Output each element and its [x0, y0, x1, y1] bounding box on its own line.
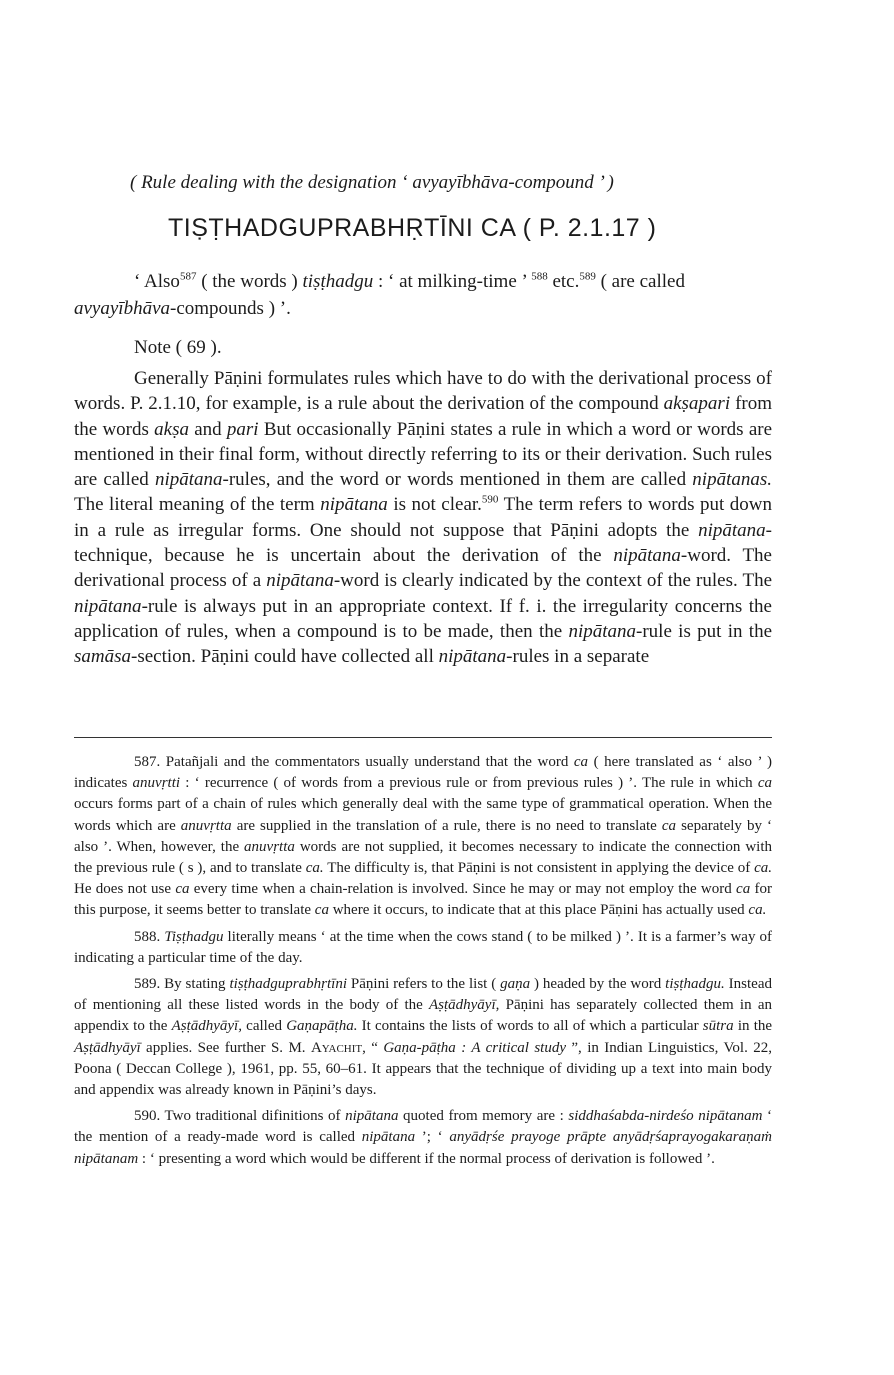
footnote-588: [74, 927, 772, 969]
footnote-term: anuvṛtti: [132, 775, 181, 792]
body-text: -rules, and the word or words mentioned in them are called: [222, 469, 693, 491]
footnote-term: ca: [314, 902, 329, 919]
body-term: nipātana: [74, 595, 142, 617]
footnote-text: 588.: [134, 928, 165, 945]
body-term: nipātanas.: [692, 469, 772, 491]
body-term: nipātana: [154, 469, 223, 491]
footnote-text: every time when a chain-relation is involved. Since he may or may not employ the word: [189, 881, 737, 898]
footnote-term: ca.: [754, 860, 773, 877]
translation-text: ( the words ): [196, 271, 303, 292]
body-text: The term refers to words put down in a rule as irregular forms. One should not suppose that Pāṇini adopts the: [74, 494, 772, 541]
body-term: nipātana: [568, 620, 637, 642]
footnote-term: siddhaśabda-nirdeśo nipātanam: [568, 1108, 763, 1125]
footnote-ref-590[interactable]: 590: [481, 494, 499, 507]
footnote-text: 590. Two traditional difinitions of: [134, 1108, 346, 1125]
body-text: Generally Pāṇini formulates rules which have to do with the derivational process of words. P. 2.1.10, for example, is a rule about the derivation of the compound: [74, 368, 772, 415]
footnote-text: in the: [733, 1018, 773, 1035]
translation-text: -compounds ) ’.: [170, 298, 291, 319]
footnote-text: It contains the lists of words to all of which a particular: [357, 1018, 703, 1035]
footnote-text: Instead of mentioning all these listed words in the body of the: [74, 976, 772, 1014]
footnote-text: are supplied in the translation of a rule, there is no need to translate: [231, 817, 662, 834]
footnote-term: nipātana: [345, 1108, 399, 1125]
translation-term: avyayībhāva: [74, 298, 171, 319]
footnote-ref-588[interactable]: 588: [531, 270, 548, 283]
body-term: nipātana: [320, 494, 388, 516]
footnote-text: ’; ‘: [415, 1129, 450, 1146]
footnote-term: gaṇa: [500, 976, 531, 993]
footnote-text: for this purpose, it seems better to translate: [74, 881, 772, 919]
footnote-589: [74, 974, 772, 1101]
rule-title: TIṢṬHADGUPRABHṚTĪNI CA ( P. 2.1.17 ): [168, 214, 657, 242]
footnote-term: Gaṇa-pāṭha : A critical study: [383, 1039, 566, 1056]
footnote-term: ca: [757, 775, 772, 792]
body-text: -word is clearly indicated by the context of the rules. The: [333, 570, 773, 592]
body-term: pari: [226, 418, 259, 440]
footnote-term: ca.: [305, 860, 324, 877]
footnote-term: Aṣṭādhyāyī,: [428, 997, 500, 1014]
body-term: nipātana: [613, 545, 681, 567]
translation-text: etc.: [547, 271, 580, 292]
footnote-text: ( here translated as ‘ also ’ ) indicates: [74, 754, 772, 792]
body-term: nipātana: [698, 519, 766, 541]
body-text: -section. Pāṇini could have collected all: [131, 646, 439, 668]
footnote-text: words are not supplied, it becomes necessary to indicate the connection with the previous rule ( s ), and to translate: [74, 838, 772, 877]
body-text: and: [188, 418, 227, 440]
footnote-term: sūtra: [702, 1018, 734, 1035]
footnote-text: : ‘ recurrence ( of words from a previous rule or from previous rules ) ’. The rule in which: [180, 775, 758, 792]
footnote-divider: [74, 737, 772, 738]
body-text: -rule is always put in an appropriate context. If f. i. the irregularity concerns the application of rules, when a compound is to be made, then the: [74, 595, 772, 642]
footnote-term: anuvṛtta: [244, 838, 295, 855]
body-text: from the words: [74, 393, 772, 440]
footnote-ref-587[interactable]: 587: [179, 270, 197, 283]
translation-text: ‘ Also: [134, 271, 180, 292]
footnote-text: 587. Patañjali and the commentators usually understand that the word: [134, 754, 574, 770]
footnote-text: Pāṇini refers to the list (: [347, 976, 501, 993]
body-term: akṣapari: [663, 393, 731, 415]
body-text: The literal meaning of the term: [74, 494, 321, 516]
body-text: But occasionally Pāṇini states a rule in which a word or words are mentioned in their final form, without directly referring to its or their derivation. Such rules are called: [74, 418, 773, 491]
footnote-text: ‘ the mention of a ready-made word is called: [74, 1108, 772, 1146]
note-label: Note ( 69 ).: [134, 337, 222, 358]
footnote-text: He does not use: [74, 881, 176, 898]
body-term: samāsa: [74, 646, 132, 668]
footnote-term: tiṣṭhadguprabhṛtīni: [229, 976, 347, 993]
translation-text: ( are called: [595, 271, 685, 292]
body-text: -rules in a separate: [506, 646, 650, 668]
body-term: nipātana: [438, 646, 507, 668]
footnote-term: ca: [661, 817, 677, 834]
footnote-term: anyādṛśe prayoge prāpte anyādṛśaprayogakaraṇaṁ nipātanam: [74, 1129, 772, 1167]
footnote-term: Aṣṭādhyāyī,: [171, 1018, 242, 1035]
footnote-term: Aṣṭādhyāyī: [74, 1039, 141, 1056]
footnote-term: ca.: [748, 902, 767, 919]
footnote-text: : ‘ presenting a word which would be different if the normal process of derivation is followed ’.: [138, 1150, 715, 1167]
footnote-text: applies. See further S. M.: [140, 1039, 311, 1056]
footnote-text: called: [241, 1018, 287, 1035]
footnote-text: quoted from memory are :: [398, 1108, 569, 1125]
footnote-text: where it occurs, to indicate that at this place Pāṇini has actually used: [328, 902, 749, 919]
body-text: is not clear.: [387, 494, 482, 516]
footnote-ref-589[interactable]: 589: [579, 270, 596, 283]
footnote-text: 589. By stating: [134, 976, 230, 993]
body-paragraph: [74, 366, 772, 670]
rule-translation: [74, 268, 772, 322]
body-term: nipātana: [266, 570, 334, 592]
body-term: akṣa: [154, 418, 189, 440]
translation-text: : ‘ at milking-time ’: [373, 271, 532, 292]
body-text: -technique, because he is uncertain about the derivation of the: [74, 519, 772, 567]
footnote-term: ca: [573, 754, 589, 770]
footnote-term: nipātana: [361, 1129, 416, 1146]
footnote-text: ”, in Indian Linguistics, Vol. 22, Poona ( Deccan College ), 1961, pp. 55, 60–61. It appears that the technique of dividing up a text into main body and appendix was already known in Pāṇini’s days.: [74, 1039, 772, 1099]
footnote-term: Tiṣṭhadgu: [164, 928, 224, 945]
footnotes: [74, 752, 772, 1175]
footnote-text: separately by ‘ also ’. When, however, the: [74, 817, 772, 855]
footnote-text: The difficulty is, that Pāṇini is not consistent in applying the device of: [323, 860, 755, 877]
footnote-term: anuvṛtta: [180, 817, 232, 834]
footnote-590: [74, 1106, 772, 1170]
section-heading: ( Rule dealing with the designation ‘ avyayībhāva-compound ’ ): [130, 172, 614, 193]
footnote-term: ca: [736, 881, 751, 898]
footnote-text: Pāṇini has separately collected them in an appendix to the: [74, 997, 772, 1035]
footnote-text: literally means ‘ at the time when the cows stand ( to be milked ) ’. It is a farmer’s way of indicating a particular time of the day.: [74, 928, 773, 966]
footnote-term: ca: [175, 881, 190, 898]
body-text: -rule is put in the: [636, 620, 772, 642]
footnote-587: [74, 752, 772, 922]
body-text: -word. The derivational process of a: [74, 545, 772, 592]
footnote-author: Ayachit: [310, 1039, 363, 1056]
footnote-term: tiṣṭhadgu.: [665, 976, 725, 993]
footnote-text: , “: [362, 1039, 384, 1056]
footnote-text: occurs forms part of a chain of rules which generally deal with the same type of grammatical operation. When the words which are: [74, 796, 772, 834]
footnote-text: ) headed by the word: [530, 976, 666, 993]
translation-term: tiṣṭhadgu: [302, 271, 374, 292]
footnote-term: Gaṇapāṭha.: [286, 1018, 358, 1035]
